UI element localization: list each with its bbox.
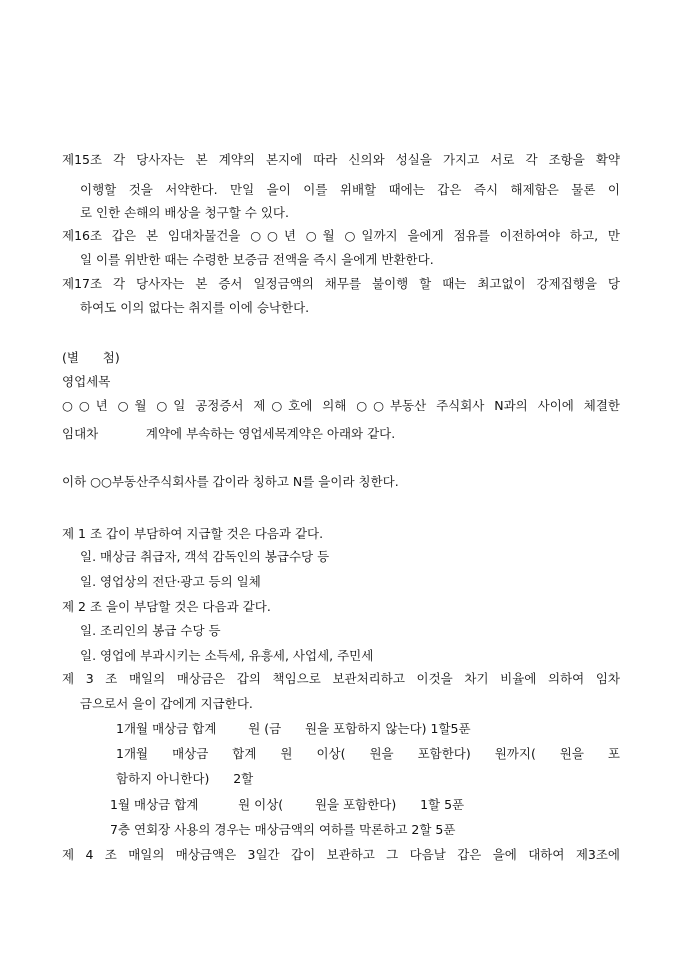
article-15-line-3: 로 인한 손해의 배상을 청구할 수 있다. [80, 205, 289, 220]
article-15-line-1: 제15조 각 당사자는 본 계약의 본지에 따라 신의와 성실을 가지고 서로 각 조항을 확약 [62, 152, 620, 167]
article-17-line-1: 제17조 각 당사자는 본 증서 일정금액의 채무를 불이행 할 때는 최고없이 강제집행을 당 [62, 276, 620, 291]
rate-row-4: 7층 연회장 사용의 경우는 매상금액의 여하를 막론하고 2할 5푼 [110, 822, 456, 837]
attachment-label: (별 첨) [62, 350, 120, 365]
sub-article-3-line-1: 제 3 조 매일의 매상금은 갑의 책임으로 보관처리하고 이것을 차기 비율에 의하여 임차 [62, 671, 620, 686]
article-16-line-2: 일 이를 위반한 때는 수령한 보증금 전액을 즉시 을에게 반환한다. [80, 252, 434, 267]
article-15-line-2: 이행할 것을 서약한다. 만일 을이 이를 위배할 때에는 갑은 즉시 해제함은 물론 이 [80, 182, 620, 197]
sub-article-3-line-2: 금으로서 을이 갑에게 지급한다. [80, 696, 253, 711]
article-17-line-2: 하여도 이의 없다는 취지를 이에 승낙한다. [80, 300, 310, 315]
sub-article-1-item-1: 일. 매상금 취급자, 객석 감독인의 봉급수당 등 [80, 549, 330, 564]
attachment-title: 영업세목 [62, 374, 111, 389]
article-16-line-1: 제16조 갑은 본 임대차물건을 ○○년 ○월 ○일까지 을에게 점유를 이전하여야 하고, 만 [62, 228, 620, 243]
sub-article-2-item-1: 일. 조리인의 봉급 수당 등 [80, 623, 221, 638]
rate-row-3: 1월 매상금 합계 원 이상( 원을 포함한다) 1할 5푼 [110, 797, 465, 812]
sub-article-1-item-2: 일. 영업상의 전단·광고 등의 일체 [80, 574, 261, 589]
rate-row-1: 1개월 매상금 합계 원 (금 원을 포함하지 않는다) 1할5푼 [116, 721, 471, 736]
sub-article-4-line-1: 제 4 조 매일의 매상금액은 3일간 갑이 보관하고 그 다음날 갑은 을에 대하여 제3조에 [62, 847, 620, 862]
sub-article-1-title: 제 1 조 갑이 부담하여 지급할 것은 다음과 같다. [62, 526, 324, 541]
attachment-definition: 이하 ○○부동산주식회사를 갑이라 칭하고 N를 을이라 칭한다. [62, 474, 399, 489]
sub-article-2-item-2: 일. 영업에 부과시키는 소득세, 유흥세, 사업세, 주민세 [80, 648, 374, 663]
rate-row-2-line-2: 함하지 아니한다) 2할 [116, 771, 254, 786]
sub-article-2-title: 제 2 조 을이 부담할 것은 다음과 같다. [62, 599, 271, 614]
rate-row-2-line-1: 1개월 매상금 합계 원 이상( 원을 포함한다) 원까지( 원을 포 [116, 746, 620, 761]
attachment-intro-line-1: ○○년 ○월 ○일 공정증서 제○호에 의해 ○○부동산 주식회사 N과의 사이에 체결한 [62, 398, 620, 413]
attachment-intro-line-2: 임대차 계약에 부속하는 영업세목계약은 아래와 같다. [62, 426, 396, 441]
